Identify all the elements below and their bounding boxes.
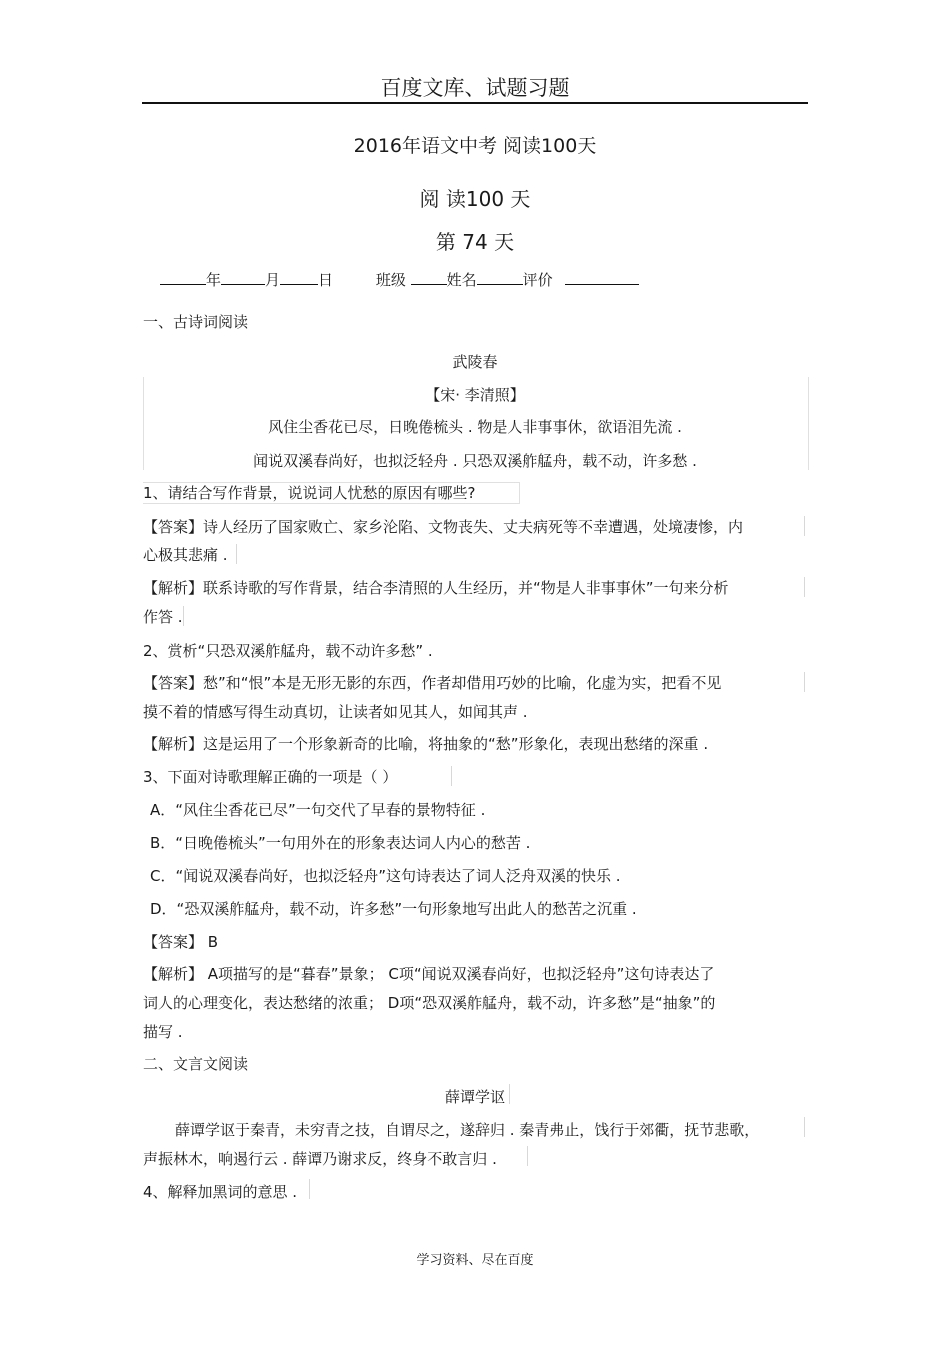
q1-box: [143, 482, 520, 504]
day-title: 第 74 天: [435, 230, 515, 254]
q1-explanation-line-2: 作答 .: [143, 608, 183, 626]
q2-answer-line-1: 【答案】愁”和“恨”本是无形无影的东西，作者却借用巧妙的比喻，化虚为实，把看不见: [143, 674, 722, 692]
student-info-line: 年 月 日 班级 姓名 评价: [160, 269, 639, 290]
q3-option-b: B．“日晚倦梳头”一句用外在的形象表达词人内心的愁苦 .: [150, 834, 531, 852]
section1-heading: 一、古诗词阅读: [143, 313, 249, 331]
question-3: 3、下面对诗歌理解正确的一项是（ ）: [143, 768, 398, 786]
question-2: 2、赏析“只恐双溪舴艋舟，载不动许多愁” .: [143, 642, 433, 660]
poem-line-2: 闻说双溪春尚好，也拟泛轻舟 . 只恐双溪舴艋舟，载不动，许多愁 .: [253, 452, 697, 470]
q1-answer-line-2: 心极其悲痛 .: [143, 546, 228, 564]
page-header: 百度文库、试题习题: [380, 76, 570, 100]
prose-title: 薛谭学讴: [444, 1088, 505, 1106]
q3-explanation-line-3: 描写 .: [143, 1023, 183, 1041]
document-title: 2016年语文中考 阅读100天: [353, 135, 597, 157]
prose-line-2: 声振林木，响遏行云 . 薛谭乃谢求反，终身不敢言归 .: [143, 1150, 497, 1168]
q1-explanation-line-1: 【解析】联系诗歌的写作背景，结合李清照的人生经历，并“物是人非事事休”一句来分析: [143, 579, 729, 597]
poem-line-1: 风住尘香花已尽，日晚倦梳头 . 物是人非事事休，欲语泪先流 .: [268, 418, 682, 436]
q2-explanation: 【解析】这是运用了一个形象新奇的比喻，将抽象的“愁”形象化，表现出愁绪的深重 .: [143, 735, 709, 753]
document-subtitle: 阅 读100 天: [419, 187, 531, 211]
header-rule: [142, 102, 808, 104]
q3-explanation-line-1: 【解析】 A项描写的是“暮春”景象； C项“闻说双溪春尚好，也拟泛轻舟”这句诗表达了: [143, 965, 715, 983]
q3-answer: 【答案】 B: [143, 933, 219, 951]
q2-answer-line-2: 摸不着的情感写得生动真切，让读者如见其人，如闻其声 .: [143, 703, 528, 721]
q3-option-d: D．“恐双溪舴艋舟，载不动，许多愁”一句形象地写出此人的愁苦之沉重 .: [150, 900, 637, 918]
q3-option-a: A．“风住尘香花已尽”一句交代了早春的景物特征 .: [150, 801, 486, 819]
page-footer: 学习资料、尽在百度: [416, 1253, 534, 1268]
poem-author: 【宋· 李清照】: [425, 386, 525, 404]
section2-heading: 二、文言文阅读: [143, 1055, 249, 1073]
question-1: 1、请结合写作背景，说说词人忧愁的原因有哪些?: [143, 484, 476, 502]
question-4: 4、解释加黑词的意思 .: [143, 1183, 298, 1201]
q1-answer-line-1: 【答案】诗人经历了国家败亡、家乡沦陷、文物丧失、丈夫病死等不幸遭遇，处境凄惨，内: [143, 518, 744, 536]
poem-title: 武陵春: [452, 353, 498, 371]
prose-line-1: 薛谭学讴于秦青，未穷青之技，自谓尽之，遂辞归 . 秦青弗止，饯行于郊衢，抚节悲歌，: [175, 1121, 760, 1139]
q3-explanation-line-2: 词人的心理变化，表达愁绪的浓重； D项“恐双溪舴艋舟，载不动，许多愁”是“抽象”的: [143, 994, 716, 1012]
q3-option-c: C．“闻说双溪春尚好，也拟泛轻舟”这句诗表达了词人泛舟双溪的快乐 .: [150, 867, 621, 885]
